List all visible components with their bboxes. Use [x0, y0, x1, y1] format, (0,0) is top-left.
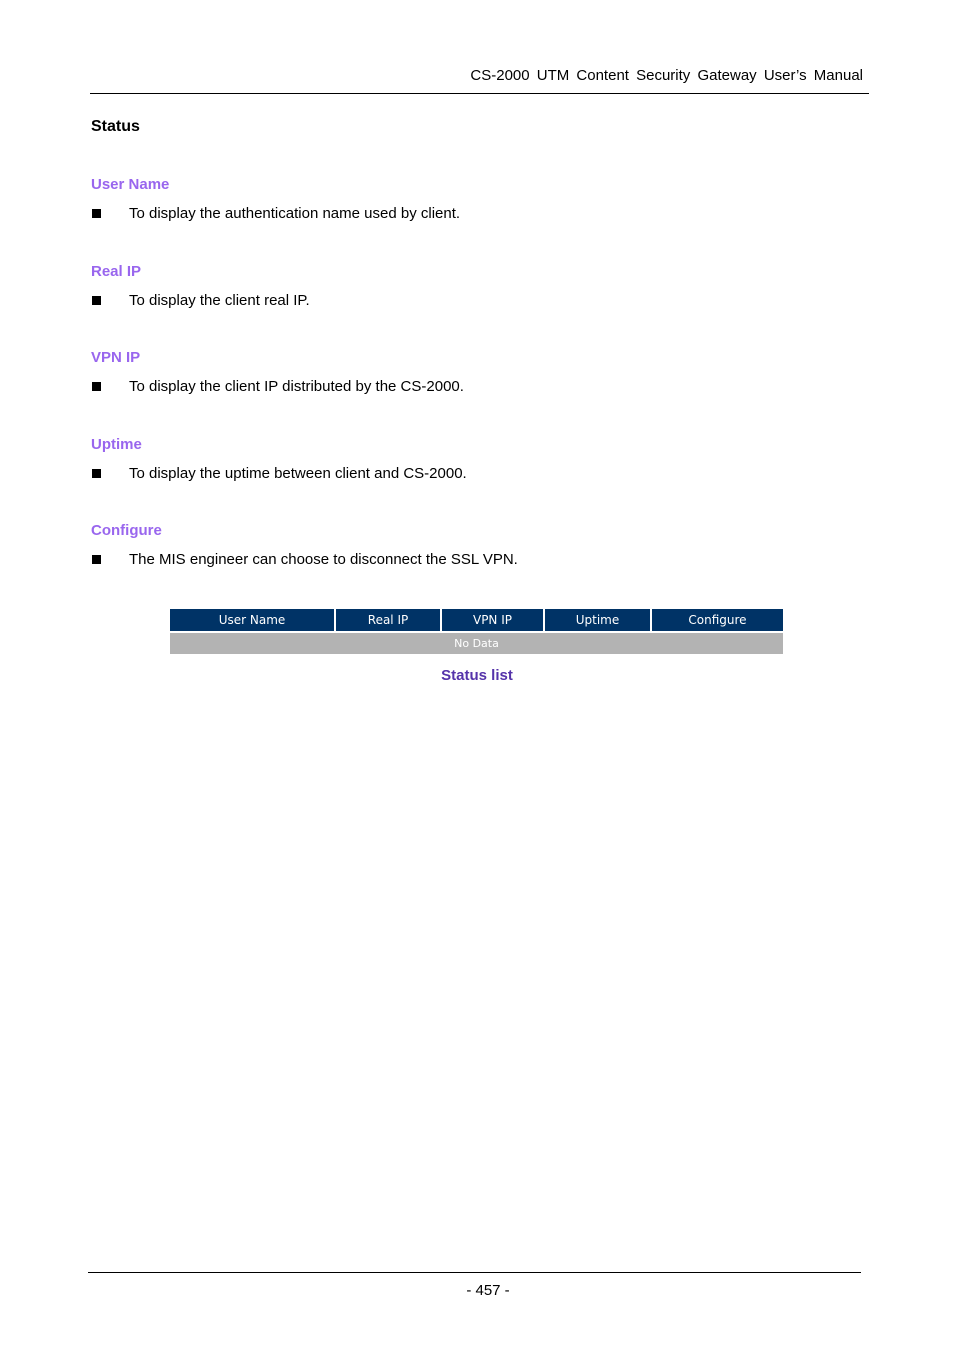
manual-header-title: CS-2000 UTM Content Security Gateway User’s Manual [470, 67, 863, 84]
field-heading: Real IP [91, 263, 142, 280]
column-header-vpn-ip: VPN IP [442, 609, 545, 631]
field-description-text: To display the client IP distributed by the CS-2000. [129, 378, 464, 395]
field-heading: VPN IP [91, 349, 141, 366]
field-description-text: To display the uptime between client and CS-2000. [129, 465, 467, 482]
field-heading: Configure [91, 522, 162, 539]
figure-caption: Status list [441, 667, 513, 684]
field-vpn-ip [91, 348, 871, 397]
field-heading: User Name [91, 176, 170, 193]
square-bullet-icon [92, 555, 101, 564]
field-description [91, 464, 871, 484]
field-description [91, 377, 871, 397]
table-header-row [170, 609, 783, 631]
field-user-name [91, 175, 871, 224]
square-bullet-icon [92, 296, 101, 305]
status-list-table [170, 609, 783, 654]
field-configure [91, 521, 871, 570]
column-header-configure: Configure [652, 609, 783, 631]
field-uptime [91, 435, 871, 484]
field-description [91, 550, 871, 570]
section-title: Status [91, 118, 140, 135]
field-description-text: To display the client real IP. [129, 292, 310, 309]
header-divider [90, 93, 869, 94]
column-header-real-ip: Real IP [336, 609, 442, 631]
page-number: - 457 - [466, 1282, 510, 1299]
column-header-user-name: User Name [170, 609, 336, 631]
table-row [170, 631, 783, 654]
square-bullet-icon [92, 382, 101, 391]
column-header-uptime: Uptime [545, 609, 652, 631]
field-description [91, 204, 871, 224]
field-description-text: The MIS engineer can choose to disconnect the SSL VPN. [129, 551, 518, 568]
empty-table-message: No Data [170, 631, 783, 654]
field-heading: Uptime [91, 436, 142, 453]
field-real-ip [91, 262, 871, 311]
square-bullet-icon [92, 469, 101, 478]
footer-divider [88, 1272, 861, 1273]
field-description [91, 291, 871, 311]
square-bullet-icon [92, 209, 101, 218]
field-description-text: To display the authentication name used by client. [129, 205, 461, 222]
